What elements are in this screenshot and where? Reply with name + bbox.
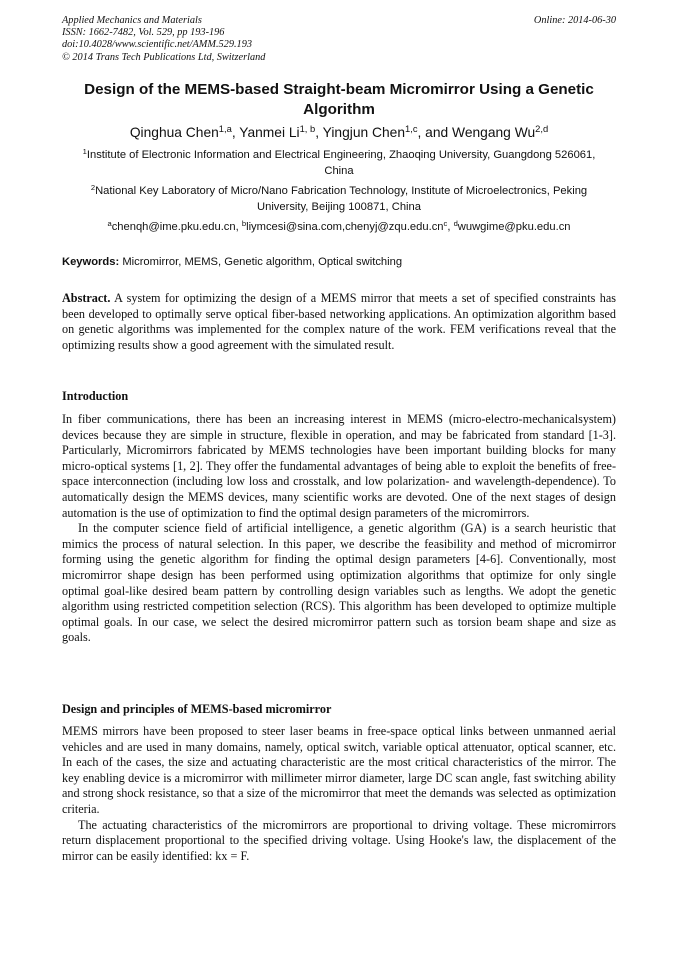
email-mark: d xyxy=(453,218,458,228)
email-address[interactable]: chenyj@zqu.edu.cn xyxy=(345,221,444,233)
paragraph: MEMS mirrors have been proposed to steer laser beams in free-space optical links between unmanned aerial vehicles and are used in many domains, namely, optical switch, variable optical attenuator, optical scanner, etc. In each of the cases, the size and actuating characteristic are the most critical characteristics of the mirror. The key enabling device is a micromirror with millimeter mirror diameter, large DC scan angle, fast switching ability and strong shock resistance, so that a size of the micromirror that meet the demands was selected as optimization criteria. xyxy=(62,724,616,816)
journal-copyright: © 2014 Trans Tech Publications Ltd, Switzerland xyxy=(62,51,266,63)
keywords xyxy=(62,255,616,270)
author-list xyxy=(62,124,616,142)
paragraph: In fiber communications, there has been an increasing interest in MEMS (micro-electro-mechanicalsystem) devices because they are simple in structure, flexible in operation, and may be fabricated from standard [1-3]. Particularly, Micromirrors fabricated by MEMS technologies have been important building blocks for many micro-optical systems [1, 2]. They offer the fundamental advantages of being able to exploit the benefits of free-space interconnection (including low loss and crosstalk, and low polarization- and wavelength-dependence). To automatically design the MEMS devices, many scientific works are devoted. One of the next stages of design automation is the use of optimization to find the optimal design parameters of the micromirrors. xyxy=(62,412,616,520)
abstract xyxy=(62,291,616,353)
affiliation-text: Institute of Electronic Information and Electrical Engineering, Zhaoqing University, Guangdong 526061, China xyxy=(86,149,596,177)
journal-name: Applied Mechanics and Materials xyxy=(62,15,202,26)
email-mark: b xyxy=(241,218,247,228)
author-name: Yanmei Li xyxy=(239,125,300,140)
email-mark: c xyxy=(443,218,448,228)
author-affiliation-mark: 2,d xyxy=(535,123,549,134)
author-emails: $^a$chenqh@ime.pku.edu.cn, $^bliymcesi@\sin a.com,chenyj@zqu.edu.cn^c$, $^d$wuwgime@pku.edu.cn xyxy=(107,218,571,233)
abstract-label: Abstract. xyxy=(62,291,111,305)
author-separator: , and xyxy=(417,125,453,140)
keywords-text: Micromirror, MEMS, Genetic algorithm, Optical switching xyxy=(122,256,403,268)
section-heading-introduction: Introduction xyxy=(62,389,129,403)
author-name: Qinghua Chen xyxy=(129,125,219,140)
introduction-body xyxy=(62,412,616,646)
author-affiliation-mark: 1,a xyxy=(218,123,232,134)
email-address[interactable]: liymcesi@sina.com xyxy=(246,221,342,233)
affiliation-mark: 2 xyxy=(90,182,96,192)
affiliation-mark: 1 xyxy=(82,146,87,156)
author-affiliation-mark: 1, b xyxy=(299,123,316,134)
author-name: Yingjun Chen xyxy=(322,125,405,140)
author-affiliation-mark: 1,c xyxy=(405,123,418,134)
email-address[interactable]: chenqh@ime.pku.edu.cn xyxy=(111,221,236,233)
design-body xyxy=(62,724,616,864)
email-mark: a xyxy=(107,218,112,228)
paper-title: Design of the MEMS-based Straight-beam Micromirror Using a Genetic Algorithm xyxy=(84,81,594,118)
author-separator: , xyxy=(315,125,323,140)
affiliation-text: National Key Laboratory of Micro/Nano Fabrication Technology, Institute of Microelectronics, Peking University, Beijing 100871, China xyxy=(95,185,588,213)
affiliation-2 xyxy=(72,184,606,215)
journal-header xyxy=(62,15,616,64)
paragraph: In the computer science field of artificial intelligence, a genetic algorithm (GA) is a search heuristic that mimics the process of natural selection. In this paper, we describe the feasibility and method of micromirror forming using the genetic algorithm for finding the optimal design parameters [4-6]. Conventionally, most micromirror shape design has been performed using optimization algorithms that optimize for only single optimal goal-like desired beam pattern by controlling design variables such as lengths. We adopt the genetic algorithm using restricted competition selection (RCS). This algorithm has been developed to optimize multiple optimal goals. In our case, we select the desired micromirror pattern such as torsion beam shape and size as goals. xyxy=(62,521,616,645)
paragraph: The actuating characteristics of the micromirrors are proportional to driving voltage. These micromirrors return displacement proportional to the specified driving voltage. Using Hooke's law, the displacement of the mirror can be easily identified: kx = F. xyxy=(62,817,616,863)
author-name: Wengang Wu xyxy=(452,125,536,140)
section-heading-design: Design and principles of MEMS-based micromirror xyxy=(62,702,332,716)
journal-issn: ISSN: 1662-7482, Vol. 529, pp 193-196 xyxy=(62,27,225,39)
author-separator: , xyxy=(231,125,240,140)
online-date: Online: 2014-06-30 xyxy=(533,15,616,26)
abstract-text: A system for optimizing the design of a MEMS mirror that meets a set of specified constraints has been developed to optimally serve optical fiber-based networking applications. An optimization algorithm based on genetic algorithms was implemented for the complex nature of the work. FEM verifications reveal that the optimizing results show a good agreement with the simulated result. xyxy=(62,291,617,352)
keywords-label: Keywords: xyxy=(62,256,120,268)
journal-doi: doi:10.4028/www.scientific.net/AMM.529.193 xyxy=(62,39,252,51)
affiliation-1 xyxy=(72,148,606,179)
email-address[interactable]: wuwgime@pku.edu.cn xyxy=(457,221,571,233)
